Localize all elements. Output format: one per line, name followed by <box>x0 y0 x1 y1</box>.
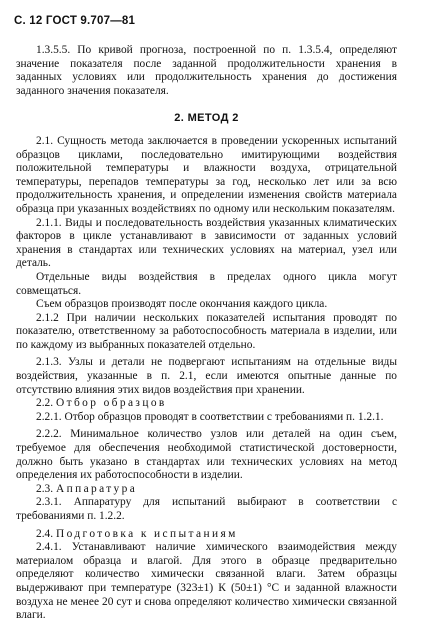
document-body <box>16 44 397 623</box>
paragraph-2-2-2: 2.2.2. Минимальное количество узлов или деталей на один съем, требуемое для обеспечения необходимой статистической достоверности, должно быть указано в стандартах или технических условиях на метод определения их работоспособности в изделии. <box>16 428 397 482</box>
paragraph-2-1-1-removal: Съем образцов производят после окончания каждого цикла. <box>36 298 328 311</box>
paragraph-1-3-5-5: 1.3.5.5. По кривой прогноза, построенной по п. 1.3.5.4, определяют значение показателя после заданной продолжительности хранения в заданных условиях или продолжительность хранения до достижения заданного значения показателя. <box>16 44 397 97</box>
heading-2-2-number: 2.2. <box>36 397 54 410</box>
paragraph-2-4-1: 2.4.1. Устанавливают наличие химического взаимодействия между материалом образца и влагой. Для этого в образце предварительно определяют количество химически связанной влаги. Затем образцы выдерживают при температуре (323±1) К (50±1) °С и заданной влажности воздуха не менее 20 сут и снова определяют количество химически связанной влаги. <box>16 541 397 622</box>
paragraph-2-1-2: 2.1.2 При наличии нескольких показателей испытания проводят по показателю, ответственному за работоспособность материала в изделии, или по каждому из выбранных показателей отдельно. <box>16 311 397 351</box>
heading-2-4 <box>16 528 397 542</box>
heading-2-4-text: Подготовка к испытаниям <box>55 527 238 540</box>
heading-2-2-text: Отбор образцов <box>55 397 167 410</box>
paragraph-2-1: 2.1. Сущность метода заключается в проведении ускоренных испытаний образцов циклами, последовательно имитирующими воздействия положительной температуры и влажности воздуха, отрицательной температуры, перепадов температуры за год, несколько лет или за всю продолжительность хранения, и определении изменения свойств материала образца при указанных воздействиях по одному или нескольким показателям. <box>16 134 397 215</box>
heading-2-4-number: 2.4. <box>36 527 54 540</box>
heading-2-2 <box>16 397 397 411</box>
paragraph-2-1-1-combine: Отдельные виды воздействия в пределах одного цикла могут совмещаться. <box>16 270 397 297</box>
section-title: 2. МЕТОД 2 <box>174 112 239 125</box>
paragraph-2-1-1: 2.1.1. Виды и последовательность воздействия указанных климатических факторов в цикле устанавливают в зависимости от заданных условий хранения в стандартах или технических условиях на материал, узел или деталь. <box>16 216 397 270</box>
paragraph-2-1-3: 2.1.3. Узлы и детали не подвергают испытаниям на отдельные виды воздействия, указанные в п. 2.1, если имеются опытные данные по отсутствию влияния этих видов воздействия при хранении. <box>16 356 397 396</box>
paragraph-2-3-1: 2.3.1. Аппаратуру для испытаний выбирают в соответствии с требованиями п. 1.2.2. <box>16 496 397 522</box>
heading-2-3-text: Аппаратура <box>55 482 138 495</box>
heading-2-3-number: 2.3. <box>36 482 54 495</box>
heading-2-3 <box>16 483 397 497</box>
page-header: С. 12 ГОСТ 9.707—81 <box>14 15 136 27</box>
paragraph-2-2-1: 2.2.1. Отбор образцов проводят в соответствии с требованиями п. 1.2.1. <box>36 410 384 423</box>
